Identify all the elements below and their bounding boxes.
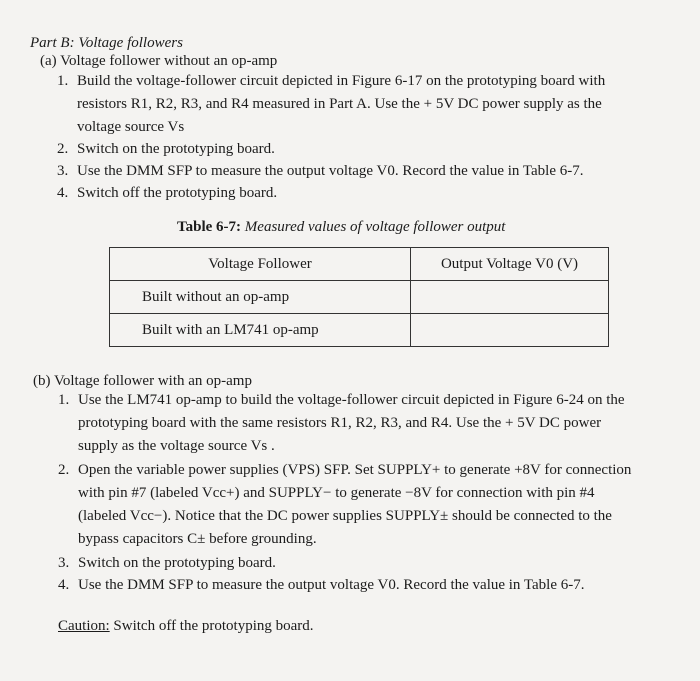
caution-note bbox=[58, 618, 314, 635]
part-a-step-2: 2. Switch on the prototyping board. bbox=[57, 141, 275, 157]
table-caption: Table 6-7: Measured values of voltage follower output bbox=[177, 219, 506, 235]
part-a-step-4: 4. Switch off the prototyping board. bbox=[57, 185, 278, 201]
part-a-step-3: 3. Use the DMM SFP to measure the output voltage V0. Record the value in Table 6-7. bbox=[57, 163, 584, 179]
part-b-step-1: 1. Use the LM741 op-amp to build the voltage-follower circuit depicted in Figure 6-24 on the prototyping board with the same resistors R1, R2, R3, and R4. Use the + 5V DC power supply as the voltage source Vs . bbox=[58, 392, 625, 454]
table-cell bbox=[411, 281, 609, 314]
measurement-table bbox=[109, 247, 609, 347]
table-row bbox=[110, 314, 609, 347]
caution-label: Caution: bbox=[58, 618, 110, 634]
table-row bbox=[110, 281, 609, 314]
table-header-cell: Voltage Follower bbox=[110, 248, 411, 281]
part-b-heading: (b) Voltage follower with an op-amp bbox=[33, 373, 252, 389]
table-cell: Built without an op-amp bbox=[110, 281, 411, 314]
part-a-step-1: 1. Build the voltage-follower circuit depicted in Figure 6-17 on the prototyping board with resistors R1, R2, R3, and R4 measured in Part A. Use the + 5V DC power supply as the voltage source Vs bbox=[57, 73, 606, 135]
caution-text: Switch off the prototyping board. bbox=[109, 618, 314, 634]
table-header-row bbox=[110, 248, 609, 281]
section-title: Part B: Voltage followers bbox=[30, 35, 183, 51]
part-b-step-2: 2. Open the variable power supplies (VPS) SFP. Set SUPPLY+ to generate +8V for connection with pin #7 (labeled Vcc+) and SUPPLY− to generate −8V for connection with pin #4 (labeled Vcc−). Notice that the DC power supplies SUPPLY± should be connected to the bypass capacitors C± before grounding. bbox=[58, 462, 632, 547]
part-a-heading: (a) Voltage follower without an op-amp bbox=[40, 53, 278, 69]
table-cell bbox=[411, 314, 609, 347]
table-header-cell: Output Voltage V0 (V) bbox=[411, 248, 609, 281]
part-b-step-4: 4. Use the DMM SFP to measure the output voltage V0. Record the value in Table 6-7. bbox=[58, 577, 585, 593]
part-b-step-3: 3. Switch on the prototyping board. bbox=[58, 555, 276, 571]
table-cell: Built with an LM741 op-amp bbox=[110, 314, 411, 347]
